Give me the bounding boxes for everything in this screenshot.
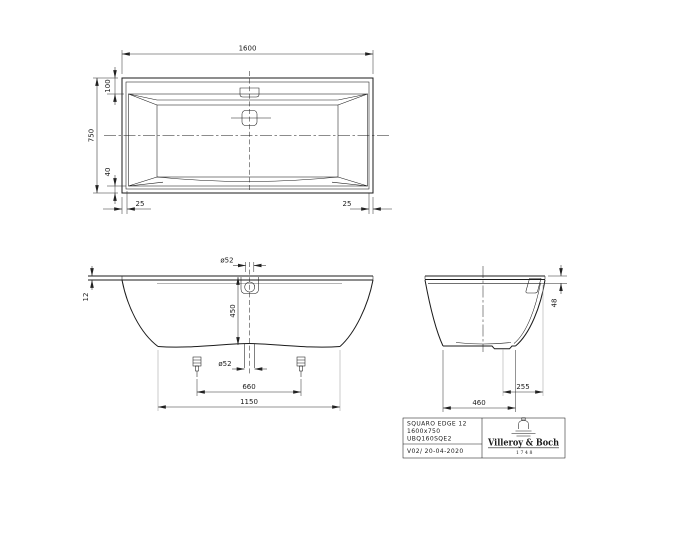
dim-corner-25-left (103, 191, 151, 214)
corner-wedge (129, 94, 158, 105)
dim-drain-dia-52 (218, 360, 267, 369)
dim-label: ø52 (220, 256, 234, 265)
base-line (158, 344, 340, 348)
dim-label: 25 (342, 200, 352, 208)
dim-label: 25 (135, 200, 145, 208)
dim-drain-255 (503, 383, 543, 392)
basin-floor (157, 105, 338, 177)
foot-right (297, 357, 305, 377)
corner-wedge (332, 177, 368, 186)
side-view (425, 265, 567, 412)
dim-label: ø52 (218, 360, 232, 368)
dim-depth-450 (229, 277, 238, 345)
spring-arch-icon (519, 421, 529, 430)
dim-feet-660 (197, 379, 301, 396)
dim-label: 450 (229, 304, 237, 318)
left-wall (122, 280, 158, 347)
dim-length-1600 (122, 45, 373, 75)
dim-label: 660 (242, 383, 256, 391)
front-view (82, 257, 373, 412)
dim-overflow-dia-52 (220, 257, 266, 273)
dim-corner-25-right (343, 193, 392, 214)
dim-label: 12 (82, 292, 90, 302)
dim-label: 1150 (240, 398, 258, 406)
product-size: 1600x750 (407, 428, 441, 435)
dim-base-460 (443, 350, 516, 412)
foot-left (193, 357, 201, 377)
version-date: V02/ 20-04-2020 (407, 447, 464, 455)
dim-label: 255 (516, 383, 530, 391)
water-waves-icon (512, 431, 536, 436)
rim-profile (88, 276, 373, 280)
dim-base-1150 (158, 350, 340, 411)
dim-label: 1600 (238, 44, 257, 53)
title-block (403, 418, 565, 458)
dim-label: 750 (87, 128, 96, 143)
dim-rim-12 (82, 266, 92, 301)
product-name: SQUARO EDGE 12 (407, 420, 467, 428)
right-wall (340, 280, 373, 347)
dim-label: 40 (104, 167, 112, 177)
inner-floor (456, 343, 511, 345)
dim-wall-40 (104, 168, 126, 204)
brand-name: Villeroy & Boch (487, 438, 560, 449)
dim-label: 48 (550, 298, 559, 308)
villeroy-boch-logo (487, 418, 559, 456)
dim-overflow-100 (104, 67, 124, 105)
rim-profile (425, 276, 545, 280)
basin-opening (129, 94, 368, 186)
top-view (88, 45, 393, 215)
dim-label: 100 (104, 79, 112, 93)
corner-wedge (129, 177, 164, 186)
dim-label: 460 (472, 399, 486, 407)
product-code: UBQ160SQE2 (407, 435, 452, 443)
right-wall (516, 280, 546, 346)
brand-year: 1748 (515, 451, 535, 456)
left-wall (425, 280, 443, 346)
base-line (443, 346, 516, 349)
front-slope-line (157, 177, 338, 182)
corner-wedge (338, 94, 368, 105)
